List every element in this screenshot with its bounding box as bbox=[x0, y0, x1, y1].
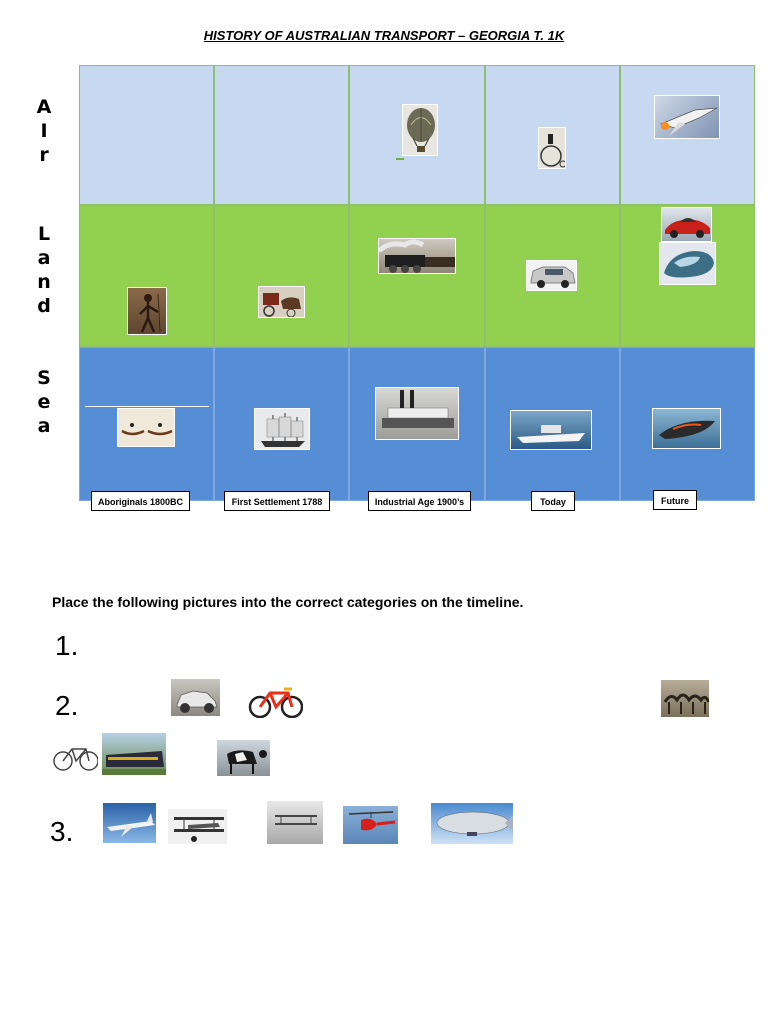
penny-farthing-bicycle-photo[interactable] bbox=[538, 127, 566, 169]
early-aeroplane-photo[interactable] bbox=[266, 800, 324, 845]
row-label-sea: S e a bbox=[37, 367, 51, 437]
steam-train-photo[interactable] bbox=[378, 238, 456, 274]
modern-bicycle-photo[interactable] bbox=[245, 682, 304, 719]
vintage-car-photo[interactable] bbox=[170, 678, 221, 717]
sea-divider-line bbox=[85, 406, 209, 407]
diesel-train-photo[interactable] bbox=[101, 732, 167, 776]
era-label-industrial-age: Industrial Age 1900’s bbox=[368, 491, 471, 511]
camel-train-photo[interactable] bbox=[660, 679, 710, 718]
land-industrial-cell[interactable] bbox=[349, 205, 484, 347]
green-dash bbox=[396, 158, 404, 160]
bullock-cart-photo[interactable] bbox=[216, 739, 271, 777]
futuristic-pod-vehicle-photo[interactable] bbox=[659, 242, 716, 285]
era-label-aboriginals: Aboriginals 1800BC bbox=[91, 491, 190, 511]
list-number-3: 3. bbox=[50, 816, 74, 847]
jet-airliner-photo[interactable] bbox=[102, 802, 157, 844]
bicycle-drawing[interactable] bbox=[51, 740, 99, 772]
horse-carriage-photo[interactable] bbox=[258, 286, 305, 318]
modern-ship-photo[interactable] bbox=[510, 410, 592, 450]
air-first-settlement-cell[interactable] bbox=[214, 65, 349, 205]
future-speedboat-photo[interactable] bbox=[652, 408, 721, 449]
bark-canoe-photo[interactable] bbox=[117, 408, 175, 447]
red-concept-car-photo[interactable] bbox=[661, 207, 712, 242]
hot-air-balloon-photo[interactable] bbox=[402, 104, 438, 156]
suv-car-photo[interactable] bbox=[526, 260, 577, 291]
paddle-steamer-photo[interactable] bbox=[375, 387, 459, 440]
list-number-1: 1. bbox=[55, 630, 79, 661]
land-first-settlement-cell[interactable] bbox=[214, 205, 349, 347]
era-label-future: Future bbox=[653, 490, 697, 510]
row-label-air: A I r bbox=[36, 96, 52, 166]
air-aboriginals-cell[interactable] bbox=[79, 65, 214, 205]
instruction-text: Place the following pictures into the correct categories on the timeline. bbox=[52, 594, 524, 610]
era-label-first-settlement: First Settlement 1788 bbox=[224, 491, 330, 511]
futuristic-jet-photo[interactable] bbox=[654, 95, 720, 139]
aboriginal-person-walking-photo[interactable] bbox=[127, 287, 167, 335]
list-number-2: 2. bbox=[55, 690, 79, 721]
airship-photo[interactable] bbox=[430, 802, 514, 845]
tall-sailing-ship-photo[interactable] bbox=[254, 408, 310, 450]
worksheet-title: HISTORY OF AUSTRALIAN TRANSPORT – GEORGIA T. 1K bbox=[203, 28, 565, 43]
biplane-photo[interactable] bbox=[167, 808, 228, 845]
helicopter-photo[interactable] bbox=[342, 805, 399, 845]
era-label-today: Today bbox=[531, 491, 575, 511]
row-label-land: L a n d bbox=[37, 223, 51, 317]
